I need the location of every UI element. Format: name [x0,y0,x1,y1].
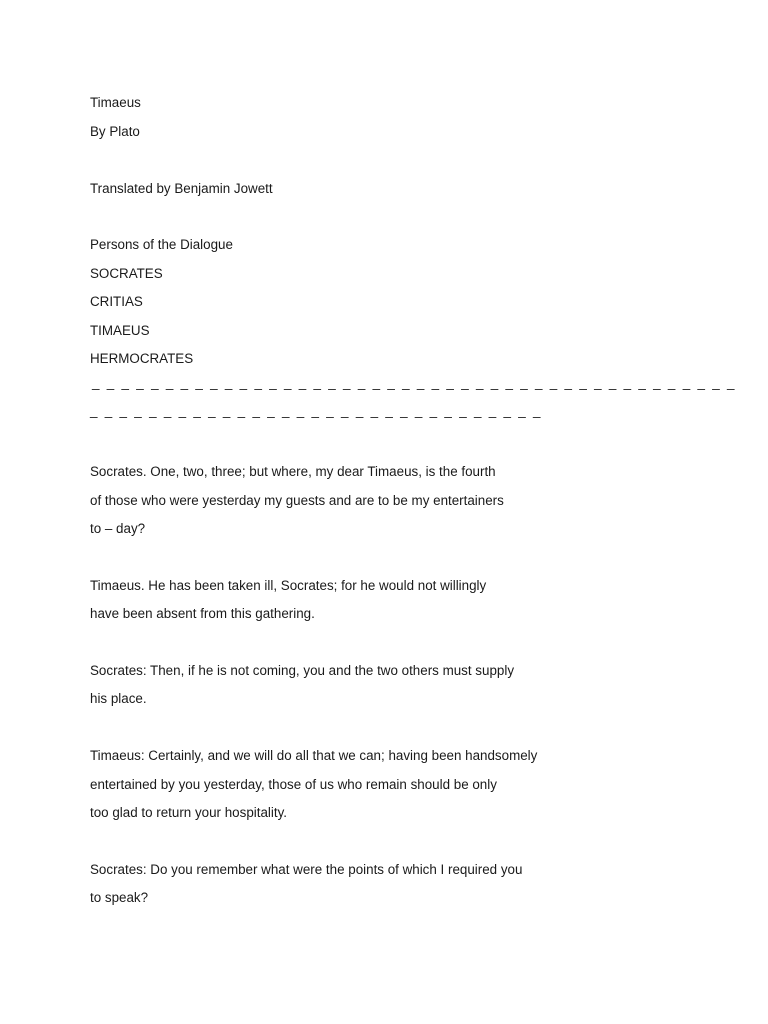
person-name: HERMOCRATES [90,351,194,366]
dialogue-line: Socrates: Do you remember what were the points of which I required you [90,862,523,877]
dialogue-line: too glad to return your hospitality. [90,805,288,820]
dashed-rule: _ _ _ _ _ _ _ _ _ _ _ _ _ _ _ _ _ _ _ _ _ _ _ _ _ _ _ _ _ _ _ _ _ _ _ _ _ _ _ _ _ _ _ _ [92,375,737,390]
person-name: SOCRATES [90,266,163,281]
dialogue-line: Timaeus: Certainly, and we will do all that we can; having been handsomely [90,748,538,763]
document-title: Timaeus [90,95,141,110]
dialogue-line: to – day? [90,521,146,536]
dialogue-line: his place. [90,691,147,706]
dialogue-line: to speak? [90,890,149,905]
dialogue-line: have been absent from this gathering. [90,606,315,621]
dialogue-line: Timaeus. He has been taken ill, Socrates; for he would not willingly [90,578,487,593]
document-translator: Translated by Benjamin Jowett [90,181,273,196]
dashed-rule: _ _ _ _ _ _ _ _ _ _ _ _ _ _ _ _ _ _ _ _ _ _ _ _ _ _ _ _ _ _ _ [90,403,543,418]
persons-heading: Persons of the Dialogue [90,237,233,252]
document-author: By Plato [90,124,140,139]
dialogue-line: Socrates: Then, if he is not coming, you and the two others must supply [90,663,515,678]
dialogue-line: of those who were yesterday my guests and are to be my entertainers [90,493,504,508]
person-name: TIMAEUS [90,323,150,338]
person-name: CRITIAS [90,294,143,309]
dialogue-line: Socrates. One, two, three; but where, my dear Timaeus, is the fourth [90,464,496,479]
dialogue-line: entertained by you yesterday, those of us who remain should be only [90,777,497,792]
